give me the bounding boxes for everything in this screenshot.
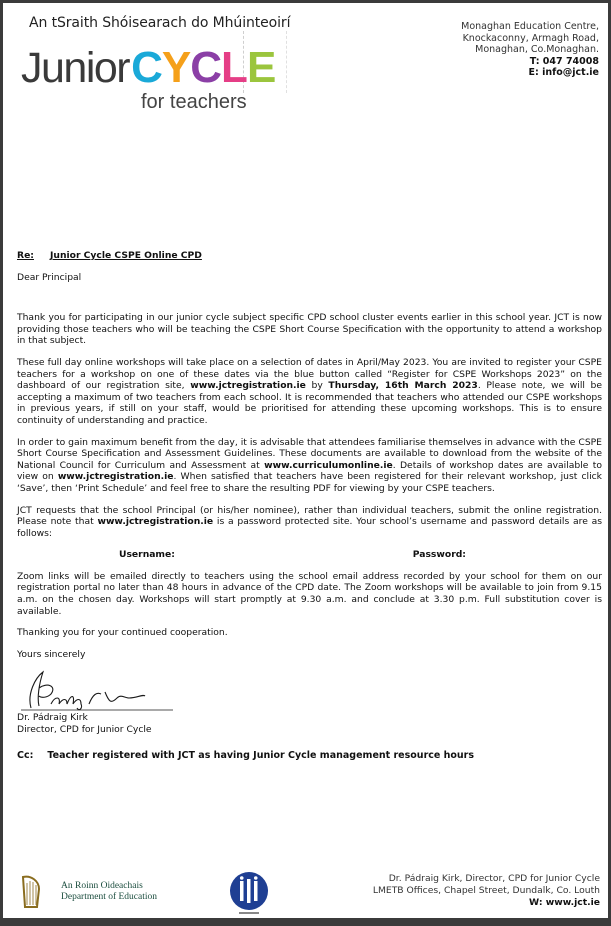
address-line: Monaghan Education Centre,: [461, 21, 599, 32]
letter-body: [17, 250, 602, 761]
text-run: These full day online workshops will take place on a selection of dates in April/May 2023. You are invited to register your CSPE teachers for a workshop on one of these dates via the blue button called “Register for CSPE Workshops 2023” on the dashboard of our registration site,: [17, 356, 602, 392]
irish-title: An tSraith Shóisearach do Mhúinteoirí: [29, 15, 291, 31]
paragraph-intro: Thank you for participating in our junior cycle subject specific CPD school cluster events earlier in this school year. JCT is now providing those teachers who will be teaching the CSPE Short Course Specification with the opportunity to attend a workshop in that subject.: [17, 312, 602, 347]
text-run: by: [311, 380, 323, 392]
cc-label: Cc:: [17, 749, 34, 761]
sender-address: [461, 21, 599, 79]
department-name: [61, 881, 157, 903]
registration-site-link: www.jctregistration.ie: [97, 516, 214, 528]
address-line: Monaghan, Co.Monaghan.: [475, 44, 599, 55]
signature-image: [17, 664, 177, 712]
username-label: Username:: [119, 549, 175, 561]
logo-letter: Y: [161, 43, 191, 92]
registration-site-link: www.jctregistration.ie: [190, 380, 306, 392]
signatory-name: Dr. Pádraig Kirk: [17, 712, 88, 724]
email-address: E: info@jct.ie: [528, 67, 599, 78]
text-run: . Details of workshop dates are available to view on: [17, 459, 603, 483]
deadline-date: Thursday, 16th March 2023: [328, 380, 478, 392]
logo-tagline: for teachers: [141, 91, 247, 113]
curriculum-site-link: www.curriculumonline.ie: [264, 459, 393, 471]
paragraph-registration: [17, 357, 602, 427]
re-label: Re:: [17, 250, 34, 261]
text-run: . When satisfied that teachers have been registered for their relevant workshop, just click ‘Save’, then ‘Print Schedule’ and feel free to share the resulting PDF for viewing by your CSPE teachers.: [17, 471, 602, 494]
footer-contact: [373, 873, 600, 908]
text-run: In order to gain maximum benefit from the day, it is advisable that attendees familiarise themselves in advance with the CSPE Short Course Specification and Assessment Guidelines. These documents are available to download from the website of the National Council for Curriculum and Assessment at: [17, 436, 602, 471]
jct-circle-logo: [226, 870, 272, 916]
dept-line-english: Department of Education: [61, 892, 158, 902]
salutation: Dear Principal: [17, 271, 82, 283]
phone-number: T: 047 74008: [529, 55, 599, 67]
paragraph-thanks: Thanking you for your continued cooperation.: [17, 627, 228, 639]
password-label: Password:: [412, 549, 466, 561]
registration-site-link: www.jctregistration.ie: [57, 471, 174, 483]
text-run: is a password protected site. Your school’s username and password details are as follows:: [17, 516, 603, 539]
logo-letter: L: [221, 43, 247, 92]
dept-line-irish: An Roinn Oideachais: [61, 881, 143, 891]
logo-letter: E: [246, 43, 276, 92]
logo-letter: C: [131, 43, 162, 92]
viewer-bottom-strip: [0, 918, 611, 926]
signature-block: [17, 664, 602, 735]
paragraph-preparation: [17, 437, 602, 495]
paragraph-zoom: Zoom links will be emailed directly to teachers using the school email address recorded by your school for them on our registration portal no later than 48 hours in advance of the CPD date. The Zoom workshops will be available to join from 9.15 a.m. on the chosen day. Workshops will start promptly at 9.30 a.m. and conclude at 3.30 p.m. Full substitution cover is available.: [17, 570, 602, 617]
logo-junior-text: Junior: [21, 44, 130, 92]
credentials-row: [17, 549, 602, 561]
footer-website: W: www.jct.ie: [529, 896, 600, 908]
text-run: . Please note, we will be accepting a maximum of two teachers from each school. It is recommended that teachers who attended our CSPE workshops in previous years, if still on your staff, would be prioritised for attending these upcoming workshops. This is to ensure continuity of understanding and practice.: [17, 380, 603, 426]
paragraph-login: [17, 505, 602, 540]
logo-letter: C: [190, 43, 222, 92]
letter-page: [3, 3, 608, 918]
letter-footer: [3, 865, 608, 918]
cc-text: Teacher registered with JCT as having Junior Cycle management resource hours: [47, 749, 475, 761]
address-line: Knockaconny, Armagh Road,: [462, 32, 599, 44]
subject-text: Junior Cycle CSPE Online CPD: [49, 250, 202, 261]
closing: Yours sincerely: [17, 648, 86, 660]
text-run: JCT requests that the school Principal (or his/her nominee), rather than individual teachers, submit the online registration. Please note that: [17, 504, 602, 528]
footer-line: LMETB Offices, Chapel Street, Dundalk, Co. Louth: [372, 884, 600, 896]
harp-icon: [17, 873, 43, 911]
signatory-title: Director, CPD for Junior Cycle: [17, 724, 152, 736]
subject-line: [17, 250, 602, 262]
footer-line: Dr. Pádraig Kirk, Director, CPD for Junior Cycle: [388, 873, 600, 884]
cc-line: [17, 750, 602, 762]
jct-logo: [21, 43, 275, 93]
